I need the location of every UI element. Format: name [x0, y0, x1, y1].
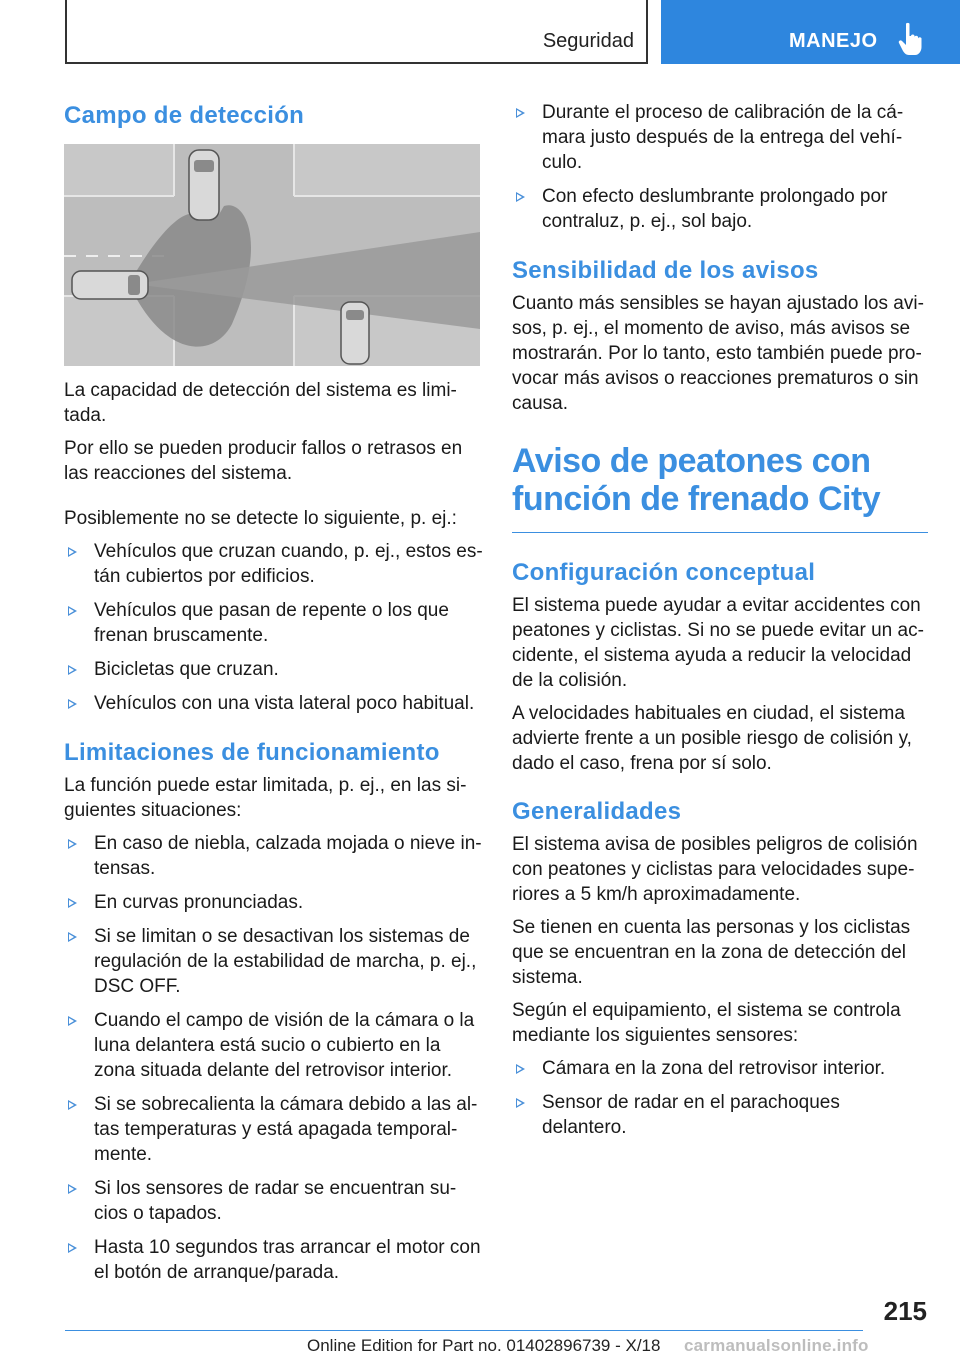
page-number: 215: [883, 1296, 927, 1326]
heading-concept: Configuración conceptual: [512, 559, 816, 586]
list-item: Durante el proceso de calibración de la cá-mara justo después de la entrega del vehí-culo.: [512, 100, 928, 175]
chapter-title: Aviso de peatones con función de frenado City: [512, 442, 881, 518]
triangle-right-icon: [68, 606, 77, 616]
triangle-right-icon: [68, 1016, 77, 1026]
triangle-right-icon: [68, 839, 77, 849]
paragraph: La función puede estar limitada, p. ej., en las si-guientes situaciones:: [64, 775, 467, 821]
chapter-tab-label: MANEJO: [789, 30, 878, 52]
bullet-list: [512, 100, 928, 234]
paragraph: Según el equipamiento, el sistema se controla mediante los siguientes sensores:: [512, 1000, 901, 1046]
list-item: Hasta 10 segundos tras arrancar el motor con el botón de arranque/parada.: [64, 1235, 484, 1285]
bullet-list: [64, 831, 484, 1285]
paragraph: El sistema avisa de posibles peligros de colisión con peatones y ciclistas para velocidades supe-riores a 5 km/h aproximadamente.: [512, 834, 918, 905]
title-divider: [512, 532, 928, 533]
triangle-right-icon: [68, 932, 77, 942]
list-item: Vehículos con una vista lateral poco habitual.: [64, 691, 484, 716]
triangle-right-icon: [68, 1184, 77, 1194]
footer-divider: [65, 1330, 863, 1331]
paragraph: Posiblemente no se detecte lo siguiente, p. ej.:: [64, 508, 457, 529]
triangle-right-icon: [516, 108, 525, 118]
left-column: [64, 100, 484, 1294]
list-item: Vehículos que pasan de repente o los que frenan bruscamente.: [64, 598, 484, 648]
paragraph: Cuanto más sensibles se hayan ajustado los avi-sos, p. ej., el momento de aviso, más avisos se mostrarán. Por lo tanto, esto también puede pro-vocar más avisos o reacciones prematuros o sin causa.: [512, 293, 924, 414]
triangle-right-icon: [516, 1098, 525, 1108]
list-item: En caso de niebla, calzada mojada o nieve in-tensas.: [64, 831, 484, 881]
list-item: Si se limitan o se desactivan los sistemas de regulación de la estabilidad de marcha, p. ej., DSC OFF.: [64, 924, 484, 999]
triangle-right-icon: [68, 547, 77, 557]
triangle-right-icon: [68, 1100, 77, 1110]
paragraph: La capacidad de detección del sistema es limi-tada.: [64, 380, 457, 426]
heading-detection-field: Campo de detección: [64, 102, 305, 129]
edition-text: Online Edition for Part no. 01402896739 - X/18: [307, 1336, 661, 1355]
bullet-list: [512, 1056, 928, 1140]
right-column: [512, 100, 928, 1149]
list-item: Sensor de radar en el parachoques delantero.: [512, 1090, 928, 1140]
list-item: Vehículos que cruzan cuando, p. ej., estos es-tán cubiertos por edificios.: [64, 539, 484, 589]
list-item: Cámara en la zona del retrovisor interior.: [512, 1056, 928, 1081]
list-item: Si los sensores de radar se encuentran su-cios o tapados.: [64, 1176, 484, 1226]
paragraph: Se tienen en cuenta las personas y los ciclistas que se encuentran en la zona de detección del sistema.: [512, 917, 911, 988]
heading-sensitivity: Sensibilidad de los avisos: [512, 257, 819, 284]
list-item: Bicicletas que cruzan.: [64, 657, 484, 682]
paragraph: Por ello se pueden producir fallos o retrasos en las reacciones del sistema.: [64, 438, 463, 484]
list-item: En curvas pronunciadas.: [64, 890, 484, 915]
section-title: Seguridad: [542, 30, 634, 52]
list-item: Cuando el campo de visión de la cámara o la luna delantera está sucio o cubierto en la zona situada delante del retrovisor interior.: [64, 1008, 484, 1083]
paragraph: El sistema puede ayudar a evitar accidentes con peatones y ciclistas. Si no se puede evitar un ac-cidente, el sistema ayuda a reducir la velocidad de la colisión.: [512, 595, 924, 691]
triangle-right-icon: [516, 192, 525, 202]
header-box: [65, 0, 648, 64]
watermark-logo: carmanualsonline.info: [684, 1336, 869, 1355]
triangle-right-icon: [68, 898, 77, 908]
chapter-tab[interactable]: [661, 0, 960, 64]
paragraph: A velocidades habituales en ciudad, el sistema advierte frente a un posible riesgo de colisión y, dado el caso, frena por sí solo.: [512, 703, 912, 774]
list-item: Si se sobrecalienta la cámara debido a las al-tas temperaturas y está apagada temporal-mente.: [64, 1092, 484, 1167]
bullet-list: [64, 539, 484, 716]
triangle-right-icon: [68, 699, 77, 709]
triangle-right-icon: [68, 1243, 77, 1253]
triangle-right-icon: [68, 665, 77, 675]
triangle-right-icon: [516, 1064, 525, 1074]
heading-limitations: Limitaciones de funcionamiento: [64, 739, 440, 766]
detection-field-illustration: [64, 144, 480, 366]
list-item: Con efecto deslumbrante prolongado por contraluz, p. ej., sol bajo.: [512, 184, 928, 234]
heading-general: Generalidades: [512, 798, 682, 825]
hand-pointer-icon: [897, 22, 925, 56]
